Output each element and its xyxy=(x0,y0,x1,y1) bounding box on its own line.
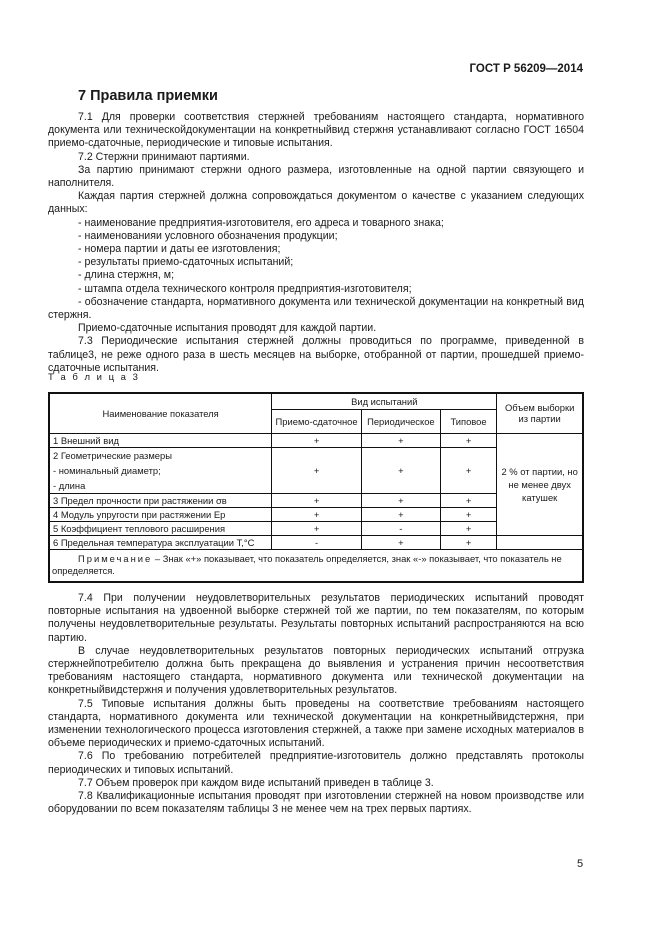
col-header-periodic: Периодическое xyxy=(361,409,440,433)
table-caption: Т а б л и ц а 3 xyxy=(48,372,140,383)
cell-name: 5 Коэффициент теплового расширения xyxy=(49,521,272,535)
table-3 xyxy=(48,392,584,583)
list-item: - наименованияи условного обозначения продукции; xyxy=(78,229,338,242)
paragraph: 7.5 Типовые испытания должны быть проведены на соответствие требованиям настоящего стандарта, нормативного документа или технической документации на конкретныйвидстержня, при изменении технологического процесса изготовления стержней, а также при замене исходных материалов в объеме периодических и приемо-сдаточных испытаний. xyxy=(48,697,584,750)
col-header-type: Типовое xyxy=(440,409,497,433)
cell-type: + xyxy=(440,507,497,521)
cell-name: 4 Модуль упругости при растяжении Ер xyxy=(49,507,272,521)
note-label: Примечание xyxy=(78,552,153,564)
paragraph: Каждая партия стержней должна сопровождаться документом о качестве с указанием следующих данных: xyxy=(48,190,584,216)
cell-periodic: + xyxy=(361,433,440,447)
cell-name-sub: - номинальный диаметр; xyxy=(53,464,161,476)
cell-type: + xyxy=(440,433,497,447)
section-title: 7 Правила приемки xyxy=(78,88,218,104)
cell-name-main: 2 Геометрические размеры xyxy=(53,449,172,461)
cell-name-sub: - длина xyxy=(53,479,86,491)
paragraph: 7.6 По требованию потребителей предприятие-изготовитель должно представлять протоколы периодических и типовых испытаний. xyxy=(48,750,584,776)
list-item: - наименование предприятия-изготовителя, его адреса и товарного знака; xyxy=(78,216,444,229)
cell-periodic: + xyxy=(361,493,440,507)
cell-type: + xyxy=(440,521,497,535)
col-header-group: Вид испытаний xyxy=(272,393,497,409)
paragraph: В случае неудовлетворительных результатов повторных периодических испытаний отгрузка стержнейпотребителю должна быть прекращена до выявления и устранения причин несоответствия требованиям настоящего стандарта, нормативного документа или технической документации на конкретныйвидстержня и получения удовлетворительных результатов. xyxy=(48,644,584,697)
cell-name: 1 Внешний вид xyxy=(49,433,272,447)
cell-name xyxy=(49,447,272,493)
cell-acceptance: + xyxy=(272,447,362,493)
cell-periodic: - xyxy=(361,521,440,535)
cell-type: + xyxy=(440,535,497,549)
cell-acceptance: + xyxy=(272,507,362,521)
cell-type: + xyxy=(440,493,497,507)
paragraph: За партию принимают стержни одного размера, изготовленные на одной партии связующего и наполнителя. xyxy=(48,163,584,190)
paragraph: 7.7 Объем проверок при каждом виде испытаний приведен в таблице 3. xyxy=(78,776,434,789)
list-item: - номера партии и даты ее изготовления; xyxy=(78,243,281,256)
paragraph: 7.1 Для проверки соответствия стержней требованиям настоящего стандарта, нормативного документа или техническойдокументации на конкретныйвид стержня устанавливают согласно ГОСТ 16504 приемо-сдаточные, периодические и типовые испытания. xyxy=(48,111,584,150)
cell-acceptance: + xyxy=(272,493,362,507)
page-number: 5 xyxy=(577,858,584,870)
list-item: - результаты приемо-сдаточных испытаний; xyxy=(78,256,294,269)
list-item: - обозначение стандарта, нормативного документа или технической документации на конкретный вид стержня. xyxy=(48,295,584,322)
cell-periodic: + xyxy=(361,535,440,549)
body-text-bottom xyxy=(48,592,584,816)
document-code: ГОСТ Р 56209—2014 xyxy=(469,63,583,75)
cell-sample: 2 % от партии, но не менее двух катушек xyxy=(497,433,583,535)
paragraph: 7.8 Квалификационные испытания проводят при изготовлении стержней на новом производстве или оборудовании по всем показателям таблицы 3 не менее чем на трех первых партиях. xyxy=(48,790,584,816)
list-item: - штампа отдела технического контроля предприятия-изготовителя; xyxy=(78,282,412,295)
cell-periodic: + xyxy=(361,507,440,521)
body-text-top xyxy=(48,111,584,375)
paragraph: Приемо-сдаточные испытания проводят для каждой партии. xyxy=(78,322,377,335)
paragraph: 7.2 Стержни принимают партиями. xyxy=(78,150,250,163)
cell-sample-empty xyxy=(497,535,583,549)
cell-type: + xyxy=(440,447,497,493)
cell-acceptance: + xyxy=(272,433,362,447)
col-header-acceptance: Приемо-сдаточное xyxy=(272,409,362,433)
cell-acceptance: - xyxy=(272,535,362,549)
cell-periodic: + xyxy=(361,447,440,493)
col-header-sample: Объем выборки из партии xyxy=(497,393,583,433)
list-item: - длина стержня, м; xyxy=(78,269,175,282)
paragraph: 7.4 При получении неудовлетворительных результатов периодических испытаний проводят повторные испытания на удвоенной выборке стержней той же партии, по тем показателям, по которым получены неудовлетворительные результаты. Результаты повторных испытаний распространяются на всю партию. xyxy=(48,592,584,644)
cell-acceptance: + xyxy=(272,521,362,535)
cell-name: 6 Предельная температура эксплуатации T,°C xyxy=(49,535,272,549)
table-row xyxy=(49,535,583,549)
col-header-name: Наименование показателя xyxy=(49,393,272,433)
table-note-row xyxy=(49,549,583,582)
cell-name: 3 Предел прочности при растяжении σв xyxy=(49,493,272,507)
table-row xyxy=(49,433,583,447)
note-text: – Знак «+» показывает, что показатель определяется, знак «-» показывает, что показатель не определяется. xyxy=(52,552,562,576)
paragraph: 7.3 Периодические испытания стержней должны проводиться по программе, приведенной в таблице3, не реже одного раза в шесть месяцев на выборке, отобранной от партии, прошедшей приемо-сдаточные испытания. xyxy=(48,335,584,374)
table-note xyxy=(49,549,583,582)
